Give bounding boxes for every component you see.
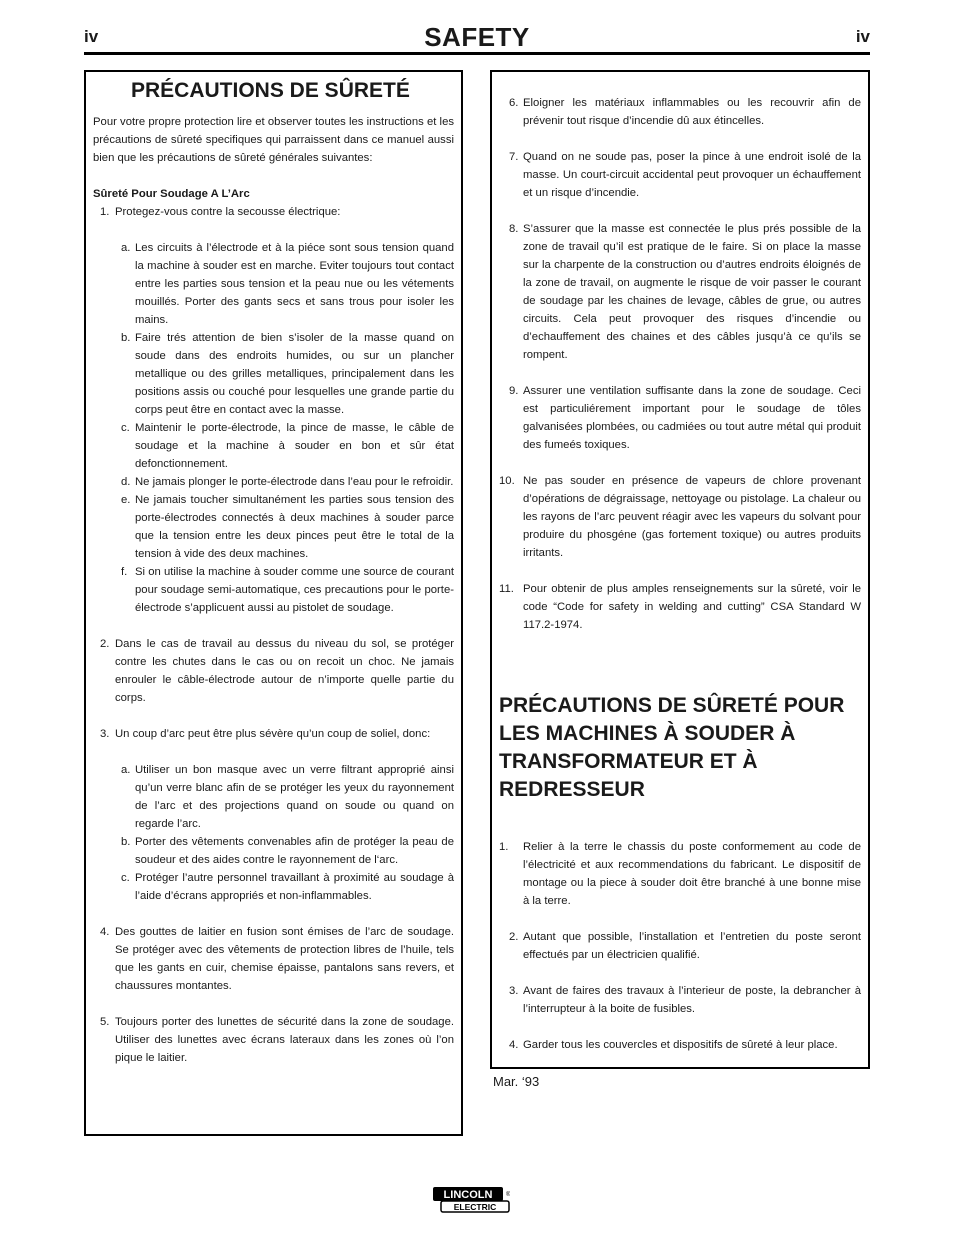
item-text: Relier à la terre le chassis du poste conformement au code de l’électricité et aux recommendations du fabricant. Le dispositif de montage ou la piece à souder doit être branché à une bonne mise à la terre. (523, 841, 861, 907)
item-letter: c. (121, 422, 130, 434)
item-number: 1. (499, 841, 509, 853)
item-text: Maintenir le porte-électrode, la pince de masse, le câble de soudage et la machine à souder en bon et sûr état defonctionnement. (135, 422, 454, 470)
sub-list-item (93, 833, 454, 869)
registered-mark: ® (506, 1192, 510, 1198)
item-number: 3. (509, 985, 519, 997)
item-number: 10. (499, 475, 515, 487)
item-text: Protéger l’autre personnel travaillant à proximité au soudage à l’aide d’écrans appropriés et non-inflammables. (135, 872, 454, 902)
sub-list-item (93, 761, 454, 833)
sub-list-item (93, 419, 454, 473)
item-text: Garder tous les couvercles et dispositifs de sûreté à leur place. (523, 1039, 838, 1051)
item-letter: b. (121, 836, 131, 848)
item-number: 4. (509, 1039, 519, 1051)
item-text: Ne pas souder en présence de vapeurs de chlore provenant d’opérations de dégraissage, nettoyage ou pistolage. La chaleur ou les rayons de l’arc peuvent réagir avec les vapeurs du solvant pour produire du phosgéne (gas fortement toxique) ou autres produits irritants. (523, 475, 861, 559)
list-item (93, 635, 454, 707)
section-title: PRÉCAUTIONS DE SÛRETÉ POUR LES MACHINES À SOUDER À TRANSFORMATEUR ET À REDRESSEUR (499, 694, 845, 801)
item-text: Si on utilise la machine à souder comme une source de courant pour soudage semi-automatique, ces precautions pour le porte-électrode s’applicuent aussi au pistolet de soudage. (135, 566, 454, 614)
item-letter: c. (121, 872, 130, 884)
list-item (499, 220, 861, 364)
item-letter: b. (121, 332, 131, 344)
item-letter: f. (121, 566, 128, 578)
list-item (93, 203, 454, 221)
item-letter: a. (121, 764, 131, 776)
list-item (499, 838, 861, 910)
revision-date: Mar. ‘93 (493, 1074, 540, 1089)
logo-line2: ELECTRIC (453, 1202, 497, 1212)
item-letter: e. (121, 494, 131, 506)
item-text: Pour obtenir de plus amples renseignements sur la sûreté, voir le code “Code for safety in welding and cutting” CSA Standard W 117.2-1974. (523, 583, 861, 631)
item-text: Avant de faires des travaux à l’interieur de poste, la debrancher à l’interrupteur à la boite de fusibles. (523, 985, 861, 1015)
item-text: Ne jamais toucher simultanément les parties sous tension des porte-électrodes connectés à deux machines à souder parce que la tension entre les deux pinces peut être le total de la tension à vide des deux machines. (135, 494, 454, 560)
header-rule (84, 52, 870, 55)
list-item (499, 472, 861, 562)
list-item (499, 928, 861, 964)
item-letter: d. (121, 476, 131, 488)
page-title: SAFETY (424, 22, 530, 52)
item-text: Dans le cas de travail au dessus du niveau du sol, se protéger contre les chutes dans le cas ou on recoit un choc. Ne jamais enrouler le câble-électrode autour de n’importe quelle partie du corps. (115, 638, 454, 704)
item-letter: a. (121, 242, 131, 254)
item-number: 4. (100, 926, 110, 938)
item-number: 1. (100, 206, 110, 218)
sub-list-item (93, 329, 454, 419)
left-safety-box (84, 70, 463, 1136)
item-text: Quand on ne soude pas, poser la pince à une endroit isolé de la masse. Un court-circuit accidental peut provoquer un échauffement et un risque d’incendie. (523, 151, 861, 199)
lincoln-electric-logo (432, 1186, 510, 1213)
sub-list-item (93, 239, 454, 329)
item-number: 6. (509, 97, 519, 109)
item-text: Porter des vêtements convenables afin de protéger la peau de soudeur et des aides contre le rayonnement de l‘arc. (135, 836, 454, 866)
item-text: Autant que possible, l’installation et l’entretien du poste seront effectués par un électricien qualifié. (523, 931, 861, 961)
item-text: Les circuits à l’électrode et à la piéce sont sous tension quand la machine à souder est en marche. Eviter toujours tout contact entre les parties sous tension et la peau nue ou les vétements mouillés. Porter des gants secs et sans trous pour isoler les mains. (135, 242, 454, 326)
item-number: 2. (100, 638, 110, 650)
item-text: Assurer une ventilation suffisante dans la zone de soudage. Ceci est particuliérement important pour le soudage de tôles galvanisées plombées, ou cadmiées ou tout autre métal qui produit des fumeés toxiques. (523, 385, 861, 451)
list-item (499, 1036, 861, 1054)
list-item (499, 148, 861, 202)
subsection-heading: Sûreté Pour Soudage A L’Arc (93, 188, 250, 200)
item-number: 2. (509, 931, 519, 943)
list-item (93, 1013, 454, 1067)
item-number: 11. (499, 583, 514, 595)
sub-list-item (93, 491, 454, 563)
page-header (84, 20, 870, 56)
sub-list-item (93, 869, 454, 905)
item-text: Toujours porter des lunettes de sécurité dans la zone de soudage. Utiliser des lunettes avec écrans lateraux dans les zones où l’on pique le laitier. (115, 1016, 454, 1064)
item-number: 3. (100, 728, 110, 740)
item-number: 8. (509, 223, 519, 235)
intro-paragraph: Pour votre propre protection lire et observer toutes les instructions et les précautions de sûreté specifiques qui parraissent dans ce manuel aussi bien que les précautions de sûreté générales suivantes: (93, 116, 454, 164)
item-text: Ne jamais plonger le porte-électrode dans l’eau pour le refroidir. (135, 476, 454, 488)
sub-list-item (93, 473, 454, 491)
list-item (93, 923, 454, 995)
item-number: 7. (509, 151, 519, 163)
item-number: 9. (509, 385, 519, 397)
page-number-left: iv (84, 27, 99, 46)
list-item (499, 982, 861, 1018)
item-text: Protegez-vous contre la secousse électrique: (115, 206, 341, 218)
sub-list-item (93, 563, 454, 617)
item-text: Un coup d’arc peut être plus sévère qu’un coup de soliel, donc: (115, 728, 431, 740)
item-text: Faire trés attention de bien s’isoler de la masse quand on soude dans des endroits humides, ou sur un plancher metallique ou des grilles metalliques, principalement dans les positions assis ou couché pour lesquelles une grande partie du corps peut être en contact avec la masse. (135, 332, 454, 416)
item-text: S’assurer que la masse est connectée le plus prés possible de la zone de travail qu’il est pratique de le faire. Si on place la masse sur la charpente de la construction ou d’autres endroits éloignés de la zone de travail, on augmente le risque de voir passer le courant de soudage par les chaines de levage, câbles de grue, ou autres circuits. Cela peut provoquer des risques d’incendie ou d’echauffement des chaines et des câbles jusqu’à ce qu’ils se rompent. (523, 223, 861, 361)
item-number: 5. (100, 1016, 110, 1028)
logo-line1: LINCOLN (443, 1189, 493, 1201)
item-text: Des gouttes de laitier en fusion sont émises de l’arc de soudage. Se protéger avec des vêtements de protection libres de l’huile, tels que les gants en cuir, chemise épaisse, pantalons sans revers, et chaussures montantes. (115, 926, 454, 992)
list-item (499, 580, 861, 634)
section-title: PRÉCAUTIONS DE SÛRETÉ (131, 79, 410, 102)
list-item (499, 94, 861, 130)
list-item (499, 382, 861, 454)
page-number-right: iv (855, 27, 870, 46)
item-text: Eloigner les matériaux inflammables ou les recouvrir afin de prévenir tout risque d’incendie dû aux étincelles. (523, 97, 861, 127)
item-text: Utiliser un bon masque avec un verre filtrant approprié ainsi qu’un verre blanc afin de se protéger les yeux du rayonnement de l’arc et des projections quand on soude ou quand on regarde l’arc. (135, 764, 454, 830)
right-safety-box (490, 70, 870, 1069)
list-item (93, 725, 454, 743)
